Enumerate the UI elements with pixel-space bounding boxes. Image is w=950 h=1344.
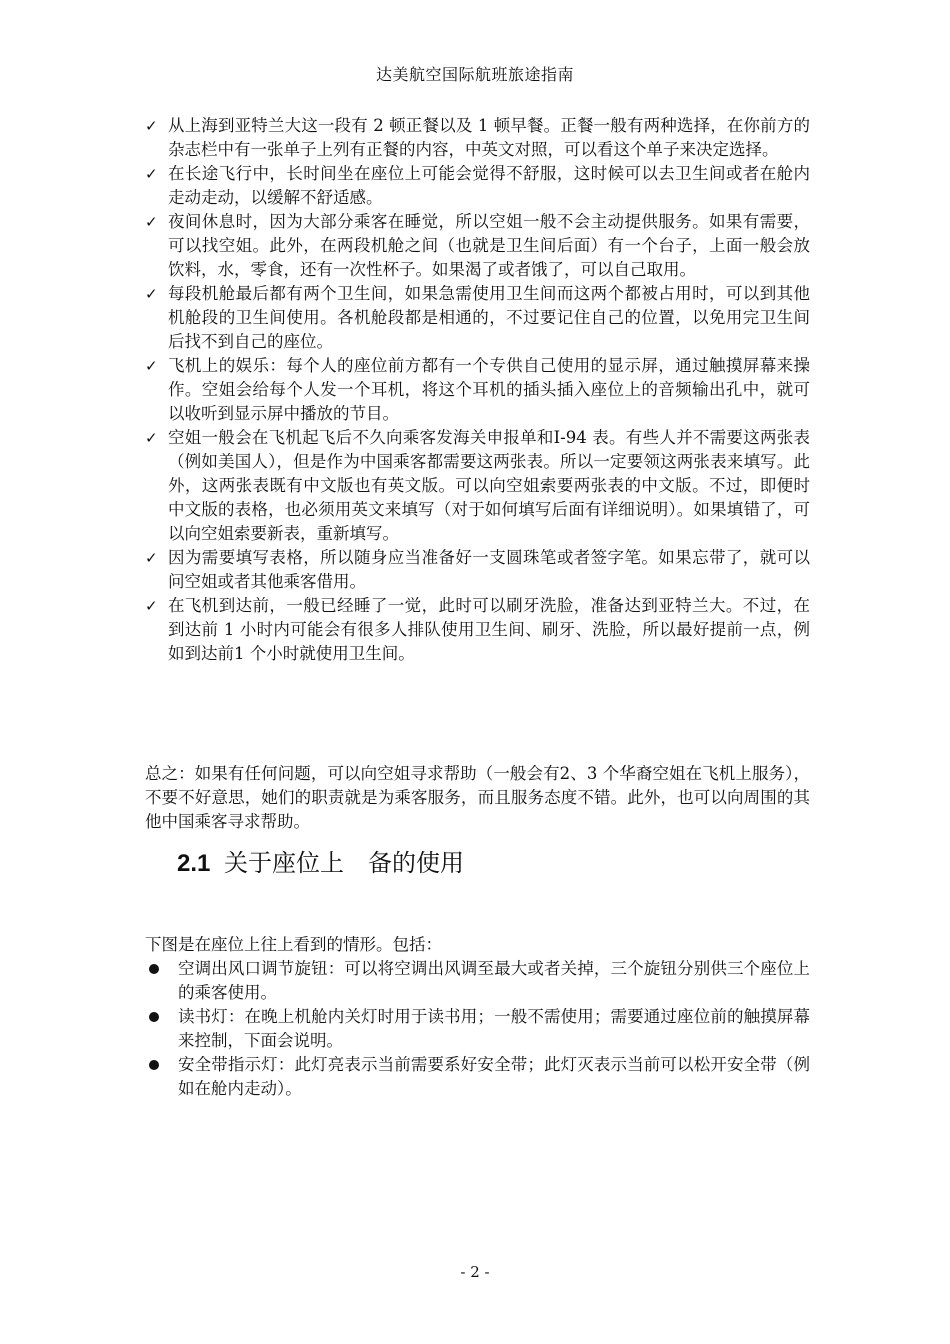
section-heading [177,846,464,881]
list-item-text: 安全带指示灯：此灯亮表示当前需要系好安全带；此灯灭表示当前可以松开安全带（例如在舱内走动）。 [178,1055,810,1098]
list-item-text: 飞机上的娱乐：每个人的座位前方都有一个专供自己使用的显示屏，通过触摸屏幕来操作。空姐会给每个人发一个耳机，将这个耳机的插头插入座位上的音频输出孔中，就可以收听到显示屏中播放的节目。 [168,356,810,423]
list-item-text: 空调出风口调节旋钮：可以将空调出风调至最大或者关掉，三个旋钮分别供三个座位上的乘客使用。 [178,959,810,1002]
list-item-text: 空姐一般会在飞机起飞后不久向乘客发海关申报单和I-94 表。有些人并不需要这两张表（例如美国人），但是作为中国乘客都需要这两张表。所以一定要领这两张表来填写。此外，这两张表既有中文版也有英文版。可以向空姐索要两张表的中文版。不过，即便时中文版的表格，也必须用英文来填写（对于如何填写后面有详细说明）。如果填错了，可以向空姐索要新表，重新填写。 [168,428,810,543]
list-item-text: 因为需要填写表格，所以随身应当准备好一支圆珠笔或者签字笔。如果忘带了，就可以问空姐或者其他乘客借用。 [168,548,810,591]
checkmark-icon: ✓ [145,357,158,375]
list-item-text: 每段机舱最后都有两个卫生间，如果急需使用卫生间而这两个都被占用时，可以到其他机舱段的卫生间使用。各机舱段都是相通的，不过要记住自己的位置，以免用完卫生间后找不到自己的座位。 [168,284,810,351]
list-item [145,1053,810,1101]
list-item [145,1005,810,1053]
list-item-text: 读书灯：在晚上机舱内关灯时用于读书用；一般不需使用；需要通过座位前的触摸屏幕来控制，下面会说明。 [178,1007,810,1050]
list-item [145,210,810,282]
section-number: 2.1 [177,850,211,877]
checklist [145,114,810,666]
list-item [145,546,810,594]
list-item [145,162,810,210]
list-item [145,594,810,666]
list-item-text: 夜间休息时，因为大部分乘客在睡觉，所以空姐一般不会主动提供服务。如果有需要，可以找空姐。此外，在两段机舱之间（也就是卫生间后面）有一个台子，上面一般会放饮料，水，零食，还有一次性杯子。如果渴了或者饿了，可以自己取用。 [168,212,810,279]
bullet-icon [149,1012,159,1022]
summary-paragraph: 总之：如果有任何问题，可以向空姐寻求帮助（一般会有2、3 个华裔空姐在飞机上服务），不要不好意思，她们的职责就是为乘客服务，而且服务态度不错。此外，也可以向周围的其他中国乘客寻求帮助。 [145,764,810,831]
checkmark-icon: ✓ [145,597,158,615]
page-number: - 2 - [460,1263,490,1281]
checkmark-icon: ✓ [145,429,158,447]
checkmark-icon: ✓ [145,285,158,303]
checkmark-icon: ✓ [145,165,158,183]
list-item [145,957,810,1005]
checkmark-icon: ✓ [145,549,158,567]
bullet-icon [149,1060,159,1070]
page-header: 达美航空国际航班旅途指南 [375,65,574,84]
list-item-text: 在飞机到达前，一般已经睡了一觉，此时可以刷牙洗脸，准备达到亚特兰大。不过，在到达前 1 小时内可能会有很多人排队使用卫生间、刷牙、洗脸，所以最好提前一点，例如到达前1 个小时就使用卫生间。 [168,596,810,663]
list-item-text: 从上海到亚特兰大这一段有 2 顿正餐以及 1 顿早餐。正餐一般有两种选择，在你前方的杂志栏中有一张单子上列有正餐的内容，中英文对照，可以看这个单子来决定选择。 [168,116,810,159]
bullet-icon [149,964,159,974]
checkmark-icon: ✓ [145,213,158,231]
intro-paragraph: 下图是在座位上往上看到的情形。包括： [145,935,442,954]
list-item [145,114,810,162]
list-item-text: 在长途飞行中，长时间坐在座位上可能会觉得不舒服，这时候可以去卫生间或者在舱内走动走动，以缓解不舒适感。 [168,164,810,207]
checkmark-icon: ✓ [145,117,158,135]
section-title: 关于座位上 备的使用 [224,849,465,877]
list-item [145,354,810,426]
bullet-list [145,957,810,1101]
list-item [145,426,810,546]
list-item [145,282,810,354]
